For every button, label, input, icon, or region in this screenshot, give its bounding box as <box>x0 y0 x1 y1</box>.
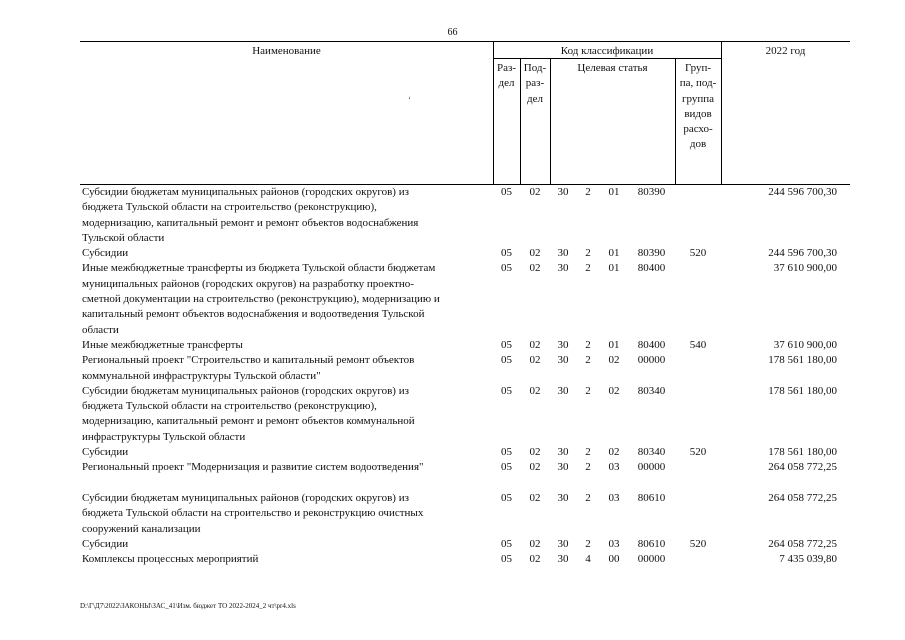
cell-c3: 01 <box>608 338 620 351</box>
cell-c2: 2 <box>585 384 591 397</box>
cell-c3: 01 <box>608 186 620 198</box>
cell-c3: 02 <box>608 384 620 397</box>
cell-c3: 02 <box>608 354 620 367</box>
table-row <box>0 246 905 261</box>
cell-pr: 02 <box>529 338 541 351</box>
header-group: Груп- па, под- группа видов расхо- дов <box>679 62 717 151</box>
row-name: Иные межбюджетные трансферты <box>82 338 243 351</box>
table-row <box>0 552 905 567</box>
cell-c1: 30 <box>557 247 569 260</box>
cell-c3: 01 <box>608 247 620 260</box>
header-name: Наименование <box>252 45 321 57</box>
header-subsection: Под- раз- дел <box>523 62 547 105</box>
cell-pr: 02 <box>529 491 541 504</box>
cell-amount: 178 561 180,00 <box>768 354 837 367</box>
cell-c2: 2 <box>585 338 591 351</box>
cell-c3: 02 <box>608 446 620 459</box>
cell-c2: 2 <box>585 461 591 474</box>
cell-amount: 264 058 772,25 <box>768 461 837 474</box>
cell-c1: 30 <box>557 537 569 550</box>
cell-c1: 30 <box>557 384 569 397</box>
row-name: Субсидии бюджетам муниципальных районов (городских округов) из бюджета Тульской области на строительство и реконструкцию очистных сооружений канализации <box>82 491 424 535</box>
cell-c4: 80390 <box>637 247 666 260</box>
cell-pr: 02 <box>529 354 541 367</box>
table-row <box>0 261 905 338</box>
cell-vr: 520 <box>689 537 707 550</box>
cell-amount: 264 058 772,25 <box>768 491 837 504</box>
table-row <box>0 185 905 246</box>
cell-c3: 03 <box>608 537 620 550</box>
cell-amount: 37 610 900,00 <box>773 338 837 351</box>
cell-pr: 02 <box>529 537 541 550</box>
table-row <box>0 491 905 537</box>
row-name: Субсидии <box>82 247 129 260</box>
cell-rz: 05 <box>501 491 512 504</box>
cell-amount: 7 435 039,80 <box>779 553 837 566</box>
row-name: Комплексы процессных мероприятий <box>82 553 259 566</box>
cell-amount: 244 596 700,30 <box>768 186 837 198</box>
cell-rz: 05 <box>501 461 512 474</box>
table-row <box>0 537 905 552</box>
cell-c2: 2 <box>585 354 591 367</box>
cell-c1: 30 <box>557 262 569 275</box>
cell-c3: 03 <box>608 461 620 474</box>
table-row <box>0 338 905 353</box>
table-body <box>0 185 905 567</box>
row-name: Региональный проект "Строительство и капитальный ремонт объектов коммунальной инфраструктуры Тульской области" <box>82 354 415 382</box>
table-row <box>0 445 905 460</box>
cell-c4: 80400 <box>637 262 666 275</box>
cell-rz: 05 <box>501 247 512 260</box>
cell-c1: 30 <box>557 446 569 459</box>
cell-c1: 30 <box>557 553 569 566</box>
cell-c4: 80340 <box>637 446 666 459</box>
header-target: Целевая статья <box>577 62 648 74</box>
cell-c2: 2 <box>585 247 591 260</box>
cell-c3: 00 <box>608 553 620 566</box>
header-code: Код классификации <box>560 45 654 57</box>
table-row <box>0 384 905 445</box>
cell-vr: 540 <box>689 338 707 351</box>
cell-pr: 02 <box>529 384 541 397</box>
cell-pr: 02 <box>529 461 541 474</box>
cell-amount: 244 596 700,30 <box>768 247 837 260</box>
cell-c4: 80610 <box>637 537 666 550</box>
header-year: 2022 год <box>765 45 806 57</box>
cell-rz: 05 <box>501 384 512 397</box>
cell-vr: 520 <box>689 446 707 459</box>
cell-c2: 2 <box>585 446 591 459</box>
table-row <box>0 460 905 475</box>
header-section: Раз- дел <box>496 62 516 90</box>
cell-amount: 178 561 180,00 <box>768 384 837 397</box>
cell-c4: 80390 <box>637 186 666 198</box>
cell-c1: 30 <box>557 338 569 351</box>
cell-c1: 30 <box>557 461 569 474</box>
cell-c1: 30 <box>557 186 569 198</box>
cell-amount: 178 561 180,00 <box>768 446 837 459</box>
cell-rz: 05 <box>501 186 512 198</box>
cell-c4: 00000 <box>637 461 666 474</box>
cell-c2: 2 <box>585 262 591 275</box>
header-divider <box>721 42 722 184</box>
cell-c2: 2 <box>585 491 591 504</box>
cell-c2: 4 <box>585 553 591 566</box>
cell-rz: 05 <box>501 446 512 459</box>
cell-c1: 30 <box>557 491 569 504</box>
cell-pr: 02 <box>529 247 541 260</box>
file-path-footer: D:\Г\Д7\2022\ЗАКОНЫ\ЗАС_41\Изм. бюджет ТО 2022-2024_2 чт\pr4.xls <box>80 602 296 610</box>
cell-pr: 02 <box>529 262 541 275</box>
row-name: Субсидии бюджетам муниципальных районов (городских округов) из бюджета Тульской области на строительство (реконструкцию), модернизацию, капитальный ремонт и ремонт объектов коммунальной инфраструктуры Тульской области <box>82 384 415 443</box>
row-name: Субсидии <box>82 446 129 459</box>
cell-c3: 03 <box>608 491 620 504</box>
table-header <box>80 41 850 185</box>
cell-amount: 37 610 900,00 <box>773 262 837 275</box>
header-divider <box>550 58 551 184</box>
table-row <box>0 353 905 384</box>
cell-c3: 01 <box>608 262 620 275</box>
cell-c4: 80610 <box>637 491 666 504</box>
cell-amount: 264 058 772,25 <box>768 537 837 550</box>
cell-rz: 05 <box>501 338 512 351</box>
cell-rz: 05 <box>501 354 512 367</box>
cell-pr: 02 <box>529 446 541 459</box>
table-row <box>0 476 905 491</box>
page-number: 66 <box>447 27 458 38</box>
cell-c4: 80400 <box>637 338 666 351</box>
cell-c4: 80340 <box>637 384 666 397</box>
row-name: Субсидии <box>82 537 129 550</box>
cell-c4: 00000 <box>637 553 666 566</box>
row-name: Субсидии бюджетам муниципальных районов (городских округов) из бюджета Тульской области на строительство (реконструкцию), модернизацию, капитальный ремонт и ремонт объектов водоснабжения Тульской области <box>82 186 419 244</box>
cell-pr: 02 <box>529 186 541 198</box>
scan-mark: ‘ <box>408 95 411 105</box>
cell-vr: 520 <box>689 247 707 260</box>
cell-rz: 05 <box>501 262 512 275</box>
cell-rz: 05 <box>501 537 512 550</box>
cell-pr: 02 <box>529 553 541 566</box>
cell-rz: 05 <box>501 553 512 566</box>
row-name: Иные межбюджетные трансферты из бюджета Тульской области бюджетам муниципальных районов (городских округов) на разработку проектно- сметной документации на строительство (реконструкцию), модернизацию и капитальный ремонт объектов водоснабжения и водоотведения Тульской области <box>82 262 440 336</box>
row-name: Региональный проект "Модернизация и развитие систем водоотведения" <box>82 461 424 474</box>
cell-c1: 30 <box>557 354 569 367</box>
cell-c2: 2 <box>585 186 591 198</box>
cell-c2: 2 <box>585 537 591 550</box>
cell-c4: 00000 <box>637 354 666 367</box>
